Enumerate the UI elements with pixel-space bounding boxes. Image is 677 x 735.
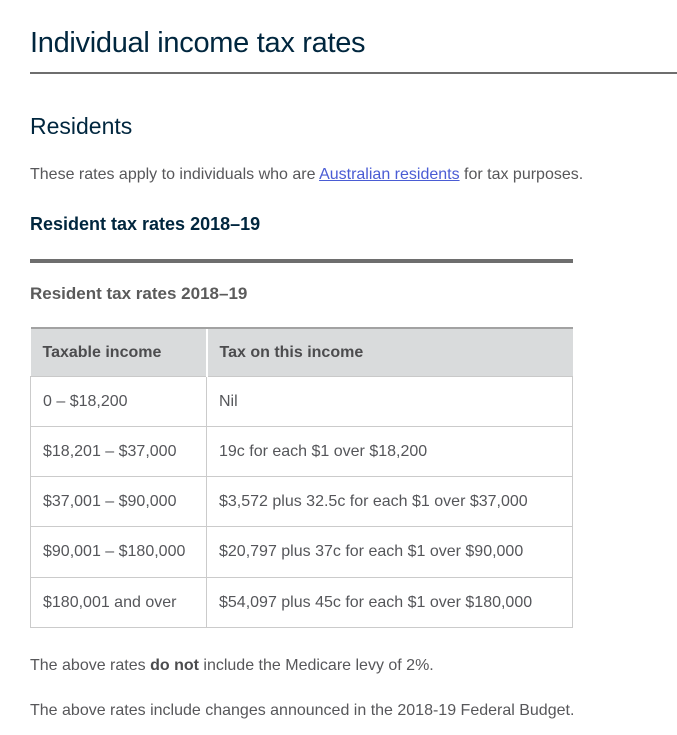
tax-on-income-cell: $3,572 plus 32.5c for each $1 over $37,000	[207, 477, 573, 527]
taxable-income-cell: $180,001 and over	[31, 577, 207, 627]
resident-tax-rates-table	[30, 327, 573, 628]
table-row	[31, 477, 573, 527]
column-header-taxable-income: Taxable income	[31, 328, 207, 377]
medicare-note-emphasis: do not	[150, 656, 199, 674]
table-row	[31, 577, 573, 627]
section-divider-rule	[30, 259, 573, 263]
table-row	[31, 376, 573, 426]
taxable-income-cell: $18,201 – $37,000	[31, 426, 207, 476]
tax-on-income-cell: $20,797 plus 37c for each $1 over $90,000	[207, 527, 573, 577]
resident-rates-subheading: Resident tax rates 2018–19	[30, 213, 261, 234]
table-caption: Resident tax rates 2018–19	[30, 284, 248, 304]
medicare-levy-note	[30, 656, 677, 675]
australian-residents-link[interactable]: Australian residents	[319, 166, 460, 184]
taxable-income-cell: $37,001 – $90,000	[31, 477, 207, 527]
tax-on-income-cell: 19c for each $1 over $18,200	[207, 426, 573, 476]
intro-paragraph	[30, 165, 677, 184]
table-row	[31, 527, 573, 577]
taxable-income-cell: $90,001 – $180,000	[31, 527, 207, 577]
table-header-row	[31, 328, 573, 377]
taxable-income-cell: 0 – $18,200	[31, 376, 207, 426]
federal-budget-note: The above rates include changes announced in the 2018-19 Federal Budget.	[30, 701, 575, 719]
medicare-note-before: The above rates	[30, 656, 151, 674]
page-title: Individual income tax rates	[30, 0, 677, 74]
tax-on-income-cell: $54,097 plus 45c for each $1 over $180,000	[207, 577, 573, 627]
intro-text-before: These rates apply to individuals who are	[30, 166, 320, 184]
medicare-note-after: include the Medicare levy of 2%.	[198, 656, 434, 674]
column-header-tax-on-income: Tax on this income	[207, 328, 573, 377]
tax-on-income-cell: Nil	[207, 376, 573, 426]
table-row	[31, 426, 573, 476]
residents-heading: Residents	[30, 112, 133, 139]
intro-text-after: for tax purposes.	[459, 166, 584, 184]
